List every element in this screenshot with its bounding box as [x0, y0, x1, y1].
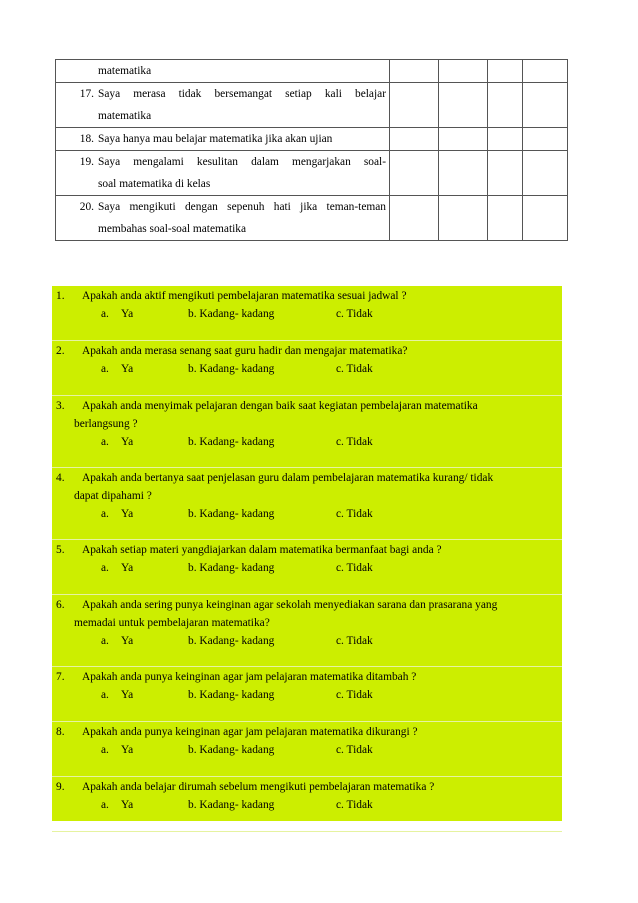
statement-row [56, 60, 568, 83]
option-a-letter: a. [101, 363, 109, 375]
answer-box-3[interactable] [488, 60, 523, 83]
option-c[interactable]: c. Tidak [336, 308, 373, 320]
question-number: 2. [56, 345, 65, 357]
question-item [52, 286, 562, 341]
question-text: Apakah anda bertanya saat penjelasan guru dalam pembelajaran matematika kurang/ tidak [82, 472, 494, 484]
statement-number: 17. [79, 88, 94, 100]
option-a[interactable] [101, 633, 133, 650]
option-a[interactable] [101, 434, 133, 451]
answer-box-4[interactable] [523, 151, 568, 196]
option-a-label: Ya [121, 508, 134, 520]
question-text: Apakah anda punya keinginan agar jam pelajaran matematika dikurangi ? [82, 726, 418, 738]
statement-text-cell [56, 196, 390, 241]
option-a-label: Ya [121, 689, 134, 701]
statement-row [56, 128, 568, 151]
statement-line: Saya merasa tidak bersemangat setiap kali belajar [98, 88, 386, 100]
question-item [52, 722, 562, 777]
option-a-label: Ya [121, 799, 134, 811]
question-number: 9. [56, 781, 65, 793]
option-a-letter: a. [101, 308, 109, 320]
option-c[interactable]: c. Tidak [336, 363, 373, 375]
question-text: Apakah anda merasa senang saat guru hadir dan mengajar matematika? [82, 345, 408, 357]
question-number: 3. [56, 400, 65, 412]
statement-line: Saya mengalami kesulitan dalam mengarjakan soal- [98, 156, 386, 168]
option-b[interactable]: b. Kadang- kadang [188, 635, 275, 647]
statement-number [56, 60, 98, 82]
statement-text-cell [56, 83, 390, 128]
option-b[interactable]: b. Kadang- kadang [188, 689, 275, 701]
statement-line: matematika [98, 110, 152, 122]
statement-line: Saya mengikuti dengan sepenuh hati jika teman-teman [98, 201, 386, 213]
option-a[interactable] [101, 742, 133, 759]
option-c[interactable]: c. Tidak [336, 799, 373, 811]
answer-box-4[interactable] [523, 196, 568, 241]
question-text: Apakah anda sering punya keinginan agar sekolah menyediakan sarana dan prasarana yang [82, 599, 498, 611]
option-c[interactable]: c. Tidak [336, 635, 373, 647]
option-a-letter: a. [101, 744, 109, 756]
statement-number: 20. [79, 201, 94, 213]
option-b[interactable]: b. Kadang- kadang [188, 508, 275, 520]
statement-row [56, 151, 568, 196]
answer-box-2[interactable] [439, 60, 488, 83]
answer-box-1[interactable] [390, 151, 439, 196]
option-b[interactable]: b. Kadang- kadang [188, 363, 275, 375]
answer-box-2[interactable] [439, 151, 488, 196]
statement-text-cell [56, 60, 390, 83]
option-a-letter: a. [101, 799, 109, 811]
option-a[interactable] [101, 506, 133, 523]
option-a-label: Ya [121, 308, 134, 320]
option-b[interactable]: b. Kadang- kadang [188, 436, 275, 448]
option-b[interactable]: b. Kadang- kadang [188, 562, 275, 574]
question-number: 1. [56, 290, 65, 302]
answer-box-3[interactable] [488, 128, 523, 151]
answer-box-3[interactable] [488, 196, 523, 241]
answer-box-2[interactable] [439, 196, 488, 241]
answer-box-4[interactable] [523, 60, 568, 83]
question-item [52, 468, 562, 540]
questionnaire-block [52, 286, 562, 821]
statement-text-cell [56, 151, 390, 196]
question-number: 4. [56, 472, 65, 484]
answer-box-2[interactable] [439, 83, 488, 128]
statement-line: Saya hanya mau belajar matematika jika akan ujian [98, 133, 333, 145]
question-item [52, 777, 562, 832]
answer-box-1[interactable] [390, 60, 439, 83]
statement-number: 18. [79, 133, 94, 145]
option-a-letter: a. [101, 635, 109, 647]
option-c[interactable]: c. Tidak [336, 508, 373, 520]
statement-line: membahas soal-soal matematika [98, 223, 247, 235]
option-a-label: Ya [121, 562, 134, 574]
answer-box-3[interactable] [488, 151, 523, 196]
question-item [52, 595, 562, 667]
question-text: Apakah anda belajar dirumah sebelum mengikuti pembelajaran matematika ? [82, 781, 435, 793]
answer-box-1[interactable] [390, 128, 439, 151]
question-number: 6. [56, 599, 65, 611]
option-a-label: Ya [121, 744, 134, 756]
option-a-letter: a. [101, 689, 109, 701]
question-text-continued: dapat dipahami ? [74, 490, 152, 502]
option-a-letter: a. [101, 562, 109, 574]
option-a[interactable] [101, 560, 133, 577]
option-a-letter: a. [101, 436, 109, 448]
option-a[interactable] [101, 361, 133, 378]
option-a[interactable] [101, 687, 133, 704]
question-text: Apakah anda punya keinginan agar jam pelajaran matematika ditambah ? [82, 671, 417, 683]
question-item [52, 667, 562, 722]
question-text: Apakah setiap materi yangdiajarkan dalam matematika bermanfaat bagi anda ? [82, 544, 442, 556]
answer-box-1[interactable] [390, 83, 439, 128]
option-a-label: Ya [121, 363, 134, 375]
statement-line: matematika [98, 65, 152, 77]
option-a-label: Ya [121, 436, 134, 448]
answer-box-2[interactable] [439, 128, 488, 151]
option-b[interactable]: b. Kadang- kadang [188, 799, 275, 811]
question-number: 5. [56, 544, 65, 556]
question-text: Apakah anda aktif mengikuti pembelajaran matematika sesuai jadwal ? [82, 290, 407, 302]
option-c[interactable]: c. Tidak [336, 436, 373, 448]
question-text: Apakah anda menyimak pelajaran dengan baik saat kegiatan pembelajaran matematika [82, 400, 478, 412]
option-b[interactable]: b. Kadang- kadang [188, 744, 275, 756]
option-c[interactable]: c. Tidak [336, 744, 373, 756]
statement-row [56, 83, 568, 128]
question-number: 8. [56, 726, 65, 738]
question-item [52, 341, 562, 396]
answer-box-3[interactable] [488, 83, 523, 128]
option-b[interactable]: b. Kadang- kadang [188, 308, 275, 320]
question-text-continued: berlangsung ? [74, 418, 138, 430]
option-a[interactable] [101, 306, 133, 323]
option-c[interactable]: c. Tidak [336, 689, 373, 701]
statement-table-body [56, 60, 568, 241]
answer-box-4[interactable] [523, 83, 568, 128]
option-a-label: Ya [121, 635, 134, 647]
question-item [52, 540, 562, 595]
option-a-letter: a. [101, 508, 109, 520]
statement-table [55, 59, 568, 241]
question-number: 7. [56, 671, 65, 683]
option-a[interactable] [101, 797, 133, 814]
answer-box-1[interactable] [390, 196, 439, 241]
question-item [52, 396, 562, 468]
statement-row [56, 196, 568, 241]
statement-line: soal matematika di kelas [98, 178, 211, 190]
statement-text-cell [56, 128, 390, 151]
answer-box-4[interactable] [523, 128, 568, 151]
option-c[interactable]: c. Tidak [336, 562, 373, 574]
question-text-continued: memadai untuk pembelajaran matematika? [74, 617, 270, 629]
statement-number: 19. [79, 156, 94, 168]
